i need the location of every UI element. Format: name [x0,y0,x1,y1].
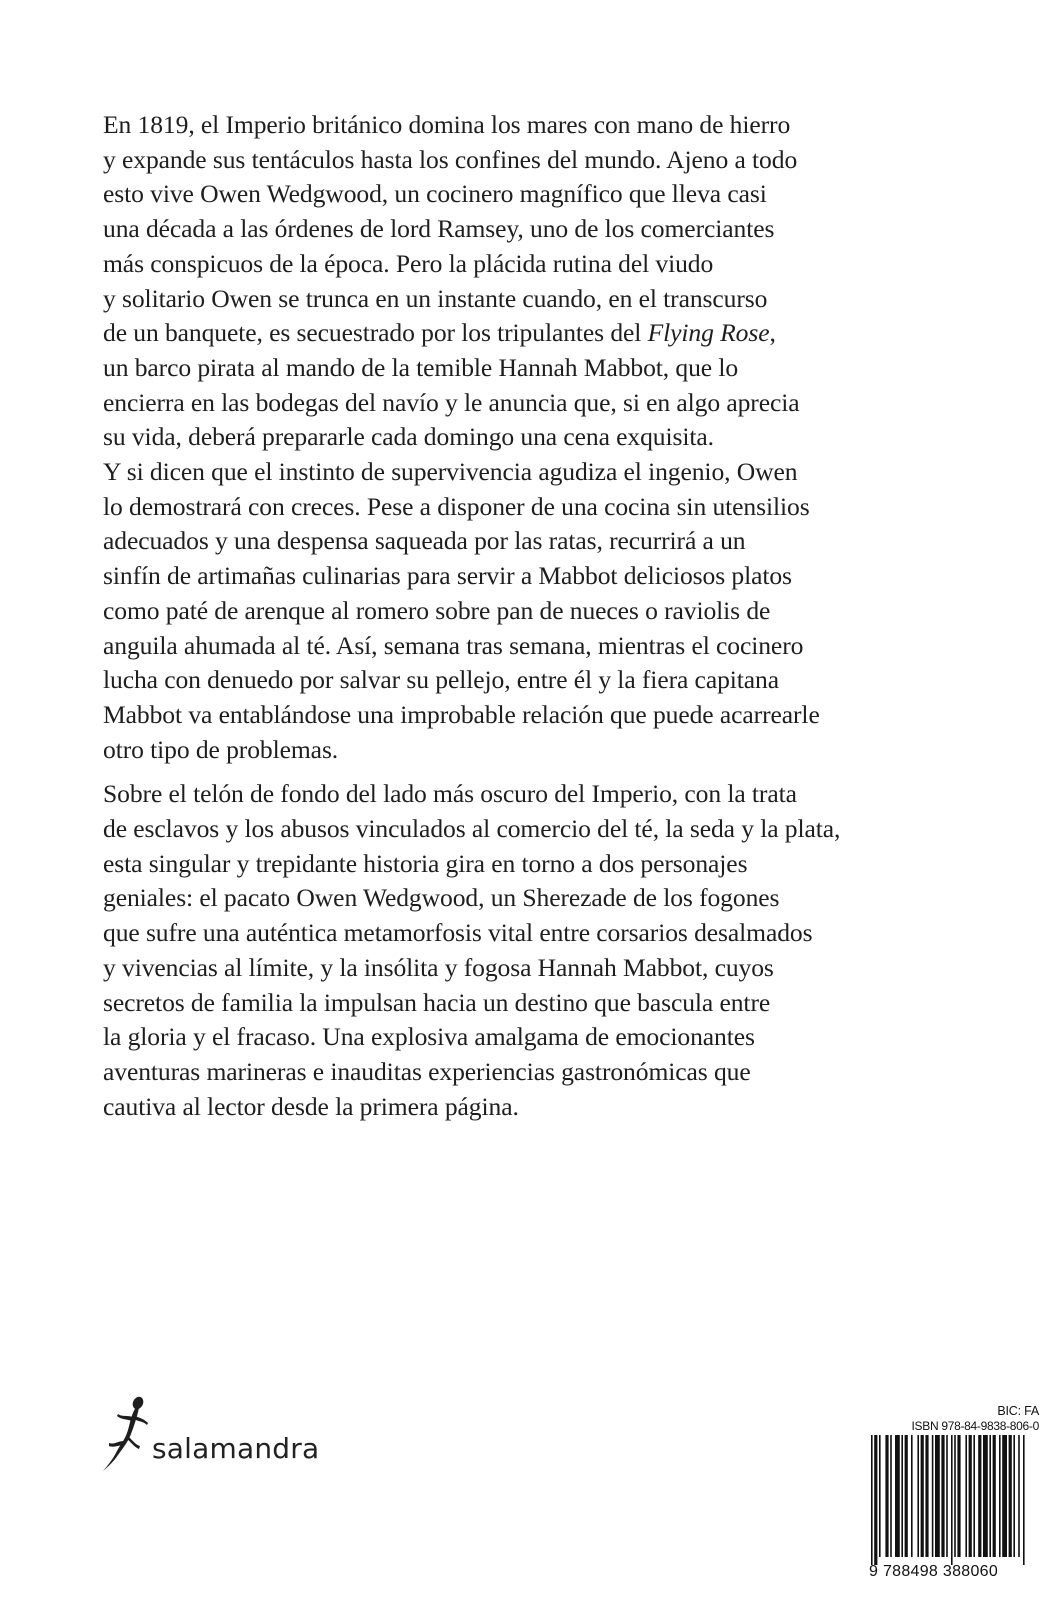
barcode-bar [1009,1435,1012,1557]
barcode-bar [879,1435,881,1557]
barcode-bar [901,1435,903,1557]
blurb-line: más conspicuos de la época. Pero la plácida rutina del viudo [103,248,714,278]
isbn-text: ISBN 978-84-9838-806-0 [911,1419,1039,1433]
blurb-line: lucha con denuedo por salvar su pellejo, entre él y la fiera capitana [103,665,780,695]
barcode [869,1435,1035,1565]
blurb-line: encierra en las bodegas del navío y le anuncia que, si en algo aprecia [103,387,800,417]
blurb-line: otro tipo de problemas. [103,734,339,764]
blurb-line: Y si dicen que el instinto de supervivencia agudiza el ingenio, Owen [103,457,798,487]
blurb-line: que sufre una auténtica metamorfosis vital entre corsarios desalmados [103,918,813,948]
barcode-number: 9 788498 388060 [869,1563,999,1580]
barcode-bar [973,1435,975,1557]
barcode-bar [1023,1435,1025,1565]
barcode-bar [999,1435,1001,1557]
salamander-icon [100,1395,152,1473]
blurb-line: Mabbot va entablándose una improbable relación que puede acarrearle [103,699,820,729]
back-codes [869,1404,1039,1581]
blurb-line: Sobre el telón de fondo del lado más oscuro del Imperio, con la trata [103,779,797,809]
blurb-line: geniales: el pacato Owen Wedgwood, un Sherezade de los fogones [103,883,780,913]
barcode-bar [874,1435,877,1565]
barcode-bar [871,1435,873,1565]
barcode-bar [917,1435,919,1557]
barcode-bar [925,1435,928,1557]
barcode-bar [911,1435,913,1557]
blurb-line: su vida, deberá prepararle cada domingo una cena exquisita. [103,422,714,452]
barcode-bar [957,1435,960,1557]
blurb-line-text: de un banquete, es secuestrado por los tripulantes del [103,318,648,348]
blurb-line: esto vive Owen Wedgwood, un cocinero magnífico que lleva casi [103,179,767,209]
barcode-bar [895,1435,900,1557]
blurb-paragraph-1 [103,108,983,767]
ship-name-suffix: , [769,318,776,348]
blurb-line: como paté de arenque al romero sobre pan de nueces o raviolis de [103,595,771,625]
barcode-bar [983,1435,988,1557]
barcode-bar [954,1435,956,1557]
barcode-bar [941,1435,944,1557]
barcode-bar [921,1435,924,1557]
blurb-line: la gloria y el fracaso. Una explosiva amalgama de emocionantes [103,1022,755,1052]
barcode-bar [890,1435,892,1557]
barcode-bar [932,1435,934,1557]
blurb-line: sinfín de artimañas culinarias para servir a Mabbot deliciosos platos [103,561,792,591]
barcode-bar [885,1435,888,1557]
back-cover-blurb [103,108,983,1124]
publisher-name: salamandra [152,1432,320,1465]
blurb-line: anguila ahumada al té. Así, semana tras semana, mientras el cocinero [103,630,804,660]
blurb-paragraph-2 [103,777,983,1124]
barcode-bar [951,1435,953,1565]
blurb-line: un barco pirata al mando de la temible Hannah Mabbot, que lo [103,352,739,382]
publisher-logo [100,1393,319,1473]
barcode-bar [989,1435,991,1557]
blurb-line: secretos de familia la impulsan hacia un destino que bascula entre [103,987,771,1017]
blurb-line: cautiva al lector desde la primera página. [103,1091,519,1121]
blurb-line-ship [103,316,983,351]
barcode-bar [1013,1435,1015,1557]
barcode-bar [905,1435,908,1557]
blurb-line: lo demostrará con creces. Pese a disponer de una cocina sin utensilios [103,491,810,521]
blurb-line: y vivencias al límite, y la insólita y fogosa Hannah Mabbot, cuyos [103,952,774,982]
barcode-bar [993,1435,996,1557]
blurb-line: aventuras marineras e inauditas experiencias gastronómicas que [103,1056,751,1086]
barcode-bar [935,1435,940,1557]
bic-code: BIC: FA [997,1404,1039,1418]
barcode-bar [1002,1435,1007,1557]
blurb-line: y solitario Owen se trunca en un instante cuando, en el transcurso [103,283,768,313]
blurb-line: una década a las órdenes de lord Ramsey, uno de los comerciantes [103,214,775,244]
ship-name: Flying Rose [647,318,770,348]
barcode-bar [978,1435,981,1557]
blurb-line: En 1819, el Imperio británico domina los mares con mano de hierro [103,110,791,139]
barcode-bar [965,1435,967,1557]
blurb-line: esta singular y trepidante historia gira en torno a dos personajes [103,848,748,878]
barcode-bar [946,1435,948,1557]
blurb-line: y expande sus tentáculos hasta los confines del mundo. Ajeno a todo [103,144,798,174]
barcode-bar [969,1435,972,1557]
barcode-bar [1018,1435,1020,1557]
blurb-line: de esclavos y los abusos vinculados al comercio del té, la seda y la plata, [103,814,841,844]
blurb-line: adecuados y una despensa saqueada por las ratas, recurrirá a un [103,526,746,556]
